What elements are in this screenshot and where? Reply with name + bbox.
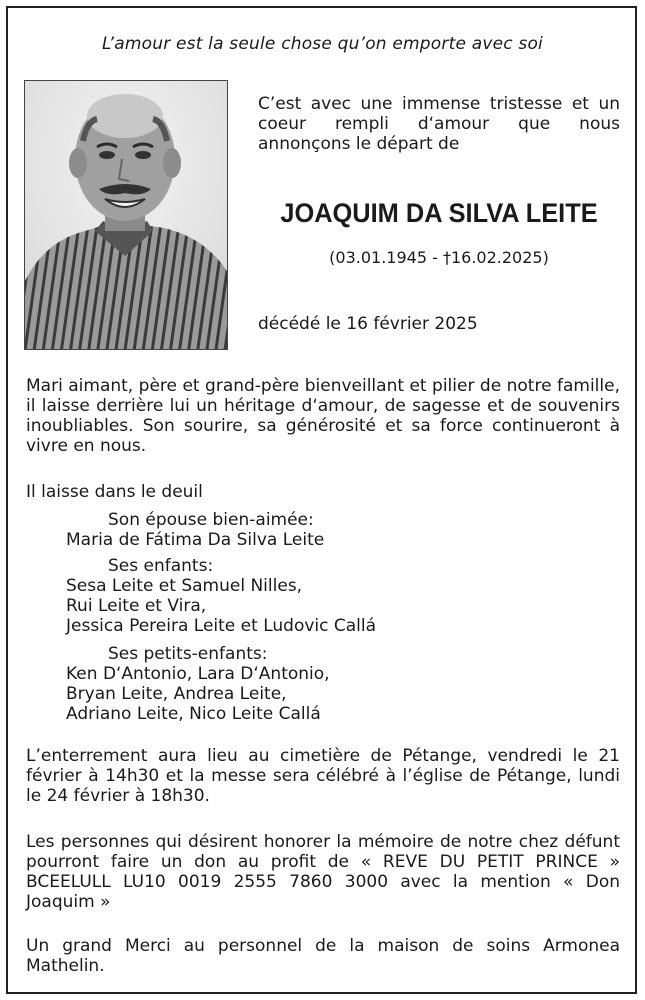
mourning-intro: Il laisse dans le deuil <box>26 482 203 502</box>
deceased-name: JOAQUIM DA SILVA LEITE <box>280 198 598 228</box>
spouse-name: Maria de Fátima Da Silva Leite <box>66 530 325 550</box>
spouse-heading: Son épouse bien-aimée: <box>108 510 314 530</box>
grandchildren-block <box>66 644 330 724</box>
grandchild-line: Adriano Leite, Nico Leite Callá <box>66 704 321 724</box>
grandchild-line: Ken D‘Antonio, Lara D‘Antonio, <box>66 664 330 684</box>
intro-text: C’est avec une immense tristesse et un coeur rempli d‘amour que nous annonçons le départ de <box>258 94 620 154</box>
children-heading: Ses enfants: <box>108 556 214 576</box>
life-dates: (03.01.1945 - †16.02.2025) <box>329 248 549 267</box>
grandchild-line: Bryan Leite, Andrea Leite, <box>66 684 287 704</box>
death-date-text: décédé le 16 février 2025 <box>258 314 478 334</box>
child-line: Rui Leite et Vira, <box>66 596 207 616</box>
child-line: Sesa Leite et Samuel Nilles, <box>66 576 303 596</box>
tribute-paragraph: Mari aimant, père et grand-père bienveillant et pilier de notre famille, il laisse derrière lui un héritage d‘amour, de sagesse et de souvenirs inoubliables. Son sourire, sa générosité et sa force continueront à vivre en nous. <box>26 376 620 456</box>
spouse-block <box>66 510 324 550</box>
portrait-photo <box>24 80 228 350</box>
funeral-paragraph: L’enterrement aura lieu au cimetière de Pétange, vendredi le 21 février à 14h30 et la messe sera célébré à l’église de Pétange, lundi le 24 février à 18h30. <box>26 746 620 806</box>
child-line: Jessica Pereira Leite et Ludovic Callá <box>66 616 377 636</box>
grandchildren-heading: Ses petits-enfants: <box>108 644 268 664</box>
donation-paragraph: Les personnes qui désirent honorer la mémoire de notre chez défunt pourront faire un don au profit de « REVE DU PETIT PRINCE » BCEELULL LU10 0019 2555 7860 3000 avec la mention « Don Joaquim » <box>26 832 620 912</box>
children-block <box>66 556 376 636</box>
thanks-paragraph: Un grand Merci au personnel de la maison de soins Armonea Mathelin. <box>26 936 620 976</box>
motto-quote: L’amour est la seule chose qu’on emporte avec soi <box>102 34 543 54</box>
